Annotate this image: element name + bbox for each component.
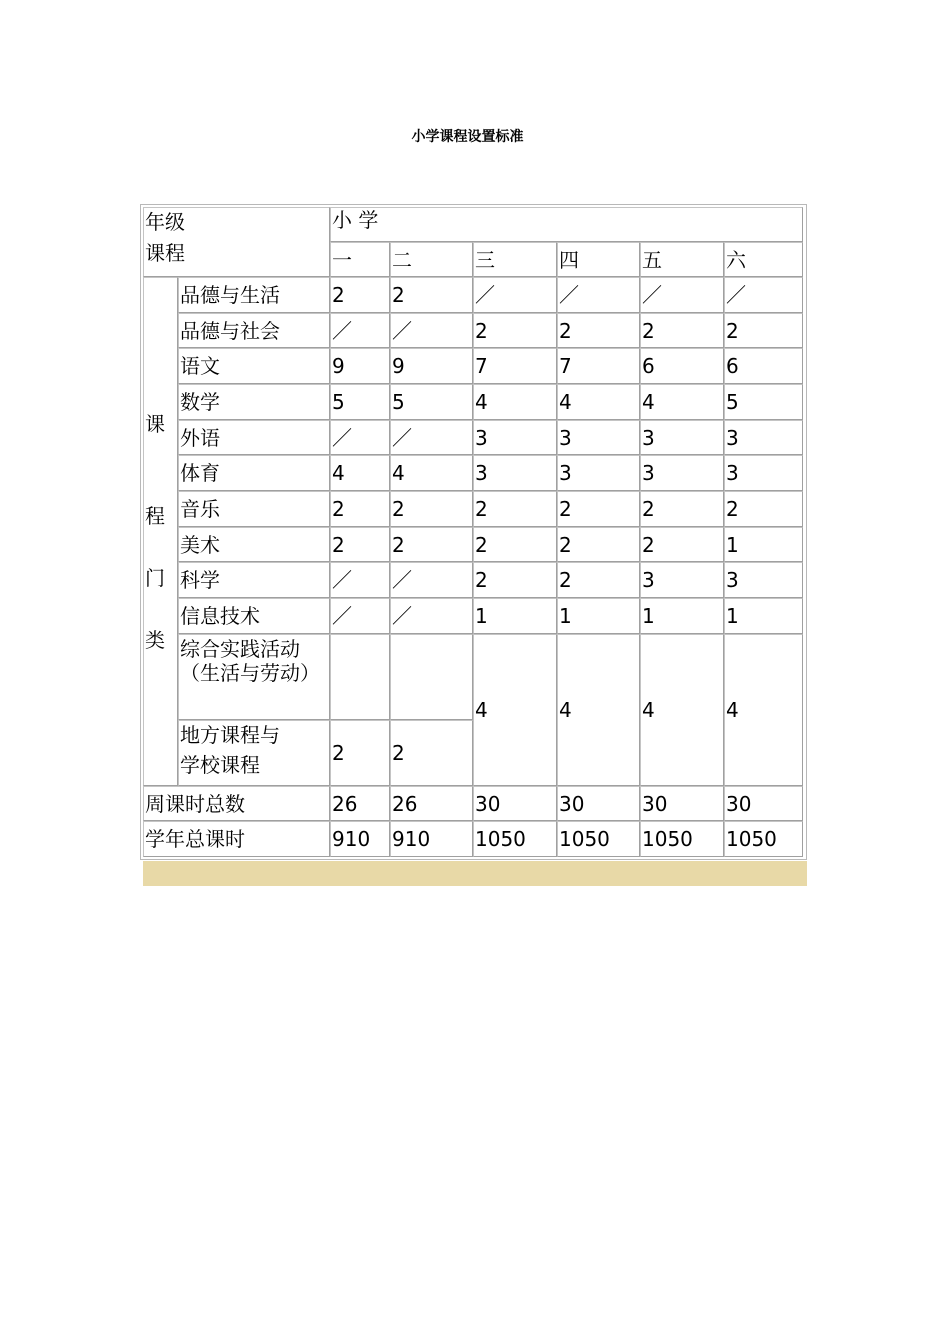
category-char: 类 (145, 627, 165, 652)
subject-hours: 1 (724, 598, 803, 634)
subject-hours: 3 (557, 455, 640, 491)
yearly-total-value: 910 (390, 821, 473, 857)
subject-hours: 4 (640, 384, 724, 420)
subject-hours: 3 (473, 420, 557, 455)
header-grade: 二 (390, 242, 473, 277)
subject-hours: 2 (473, 491, 557, 527)
subject-hours: 2 (724, 491, 803, 527)
header-grade: 六 (724, 242, 803, 277)
subject-hours: 3 (640, 420, 724, 455)
subject-hours: 1 (640, 598, 724, 634)
subject-hours: 2 (640, 491, 724, 527)
subject-hours: 3 (724, 455, 803, 491)
subject-name: 美术 (178, 527, 330, 562)
subject-hours: 4 (390, 455, 473, 491)
subject-hours: 1 (724, 527, 803, 562)
subject-hours: 4 (557, 384, 640, 420)
subject-hours: 2 (330, 491, 390, 527)
subject-name: 数学 (178, 384, 330, 420)
subject-hours: ／ (640, 277, 724, 313)
weekly-total-value: 30 (640, 786, 724, 821)
subject-hours: 2 (473, 562, 557, 598)
header-grade-label: 年级 (145, 210, 185, 234)
category-char: 课 (145, 411, 165, 436)
practice-local-merged-hours: 4 (557, 634, 640, 786)
subject-name: 科学 (178, 562, 330, 598)
subject-hours: 1 (473, 598, 557, 634)
header-grade: 三 (473, 242, 557, 277)
subject-hours: 5 (390, 384, 473, 420)
subject-hours: 2 (557, 491, 640, 527)
weekly-total-label: 周课时总数 (143, 786, 330, 821)
subject-hours: 9 (330, 348, 390, 384)
subject-hours: 3 (640, 562, 724, 598)
subject-hours: 7 (473, 348, 557, 384)
subject-hours: 2 (473, 527, 557, 562)
subject-name: 信息技术 (178, 598, 330, 634)
subject-hours: ／ (390, 313, 473, 348)
subject-hours: 2 (330, 277, 390, 313)
subject-hours: 2 (640, 527, 724, 562)
local-course-line2: 学校课程 (180, 753, 260, 777)
subject-hours: 1 (557, 598, 640, 634)
subject-hours: ／ (473, 277, 557, 313)
subject-hours: ／ (330, 562, 390, 598)
header-grade: 一 (330, 242, 390, 277)
local-course-hours: 2 (330, 720, 390, 786)
yearly-total-label: 学年总课时 (143, 821, 330, 857)
local-course-name (178, 720, 330, 786)
subject-hours: 3 (640, 455, 724, 491)
weekly-total-value: 30 (473, 786, 557, 821)
practice-name: 综合实践活动（生活与劳动） (178, 634, 330, 720)
practice-local-merged-hours: 4 (473, 634, 557, 786)
table-footer-bar (143, 861, 807, 886)
weekly-total-value: 30 (724, 786, 803, 821)
header-corner (143, 207, 330, 277)
yearly-total-value: 1050 (557, 821, 640, 857)
category-label (143, 277, 178, 786)
subject-hours: ／ (330, 598, 390, 634)
subject-name: 音乐 (178, 491, 330, 527)
subject-hours: ／ (330, 313, 390, 348)
document-title: 小学课程设置标准 (411, 129, 524, 145)
yearly-total-value: 1050 (473, 821, 557, 857)
subject-hours: ／ (390, 562, 473, 598)
practice-hours (390, 634, 473, 720)
subject-hours: ／ (557, 277, 640, 313)
subject-name: 体育 (178, 455, 330, 491)
subject-name: 外语 (178, 420, 330, 455)
subject-hours: ／ (724, 277, 803, 313)
subject-name: 品德与生活 (178, 277, 330, 313)
header-level: 小 学 (330, 207, 803, 242)
local-course-line1: 地方课程与 (180, 723, 280, 747)
subject-hours: 3 (557, 420, 640, 455)
subject-hours: 3 (473, 455, 557, 491)
subject-hours: 9 (390, 348, 473, 384)
weekly-total-value: 30 (557, 786, 640, 821)
subject-hours: 6 (724, 348, 803, 384)
subject-hours: ／ (330, 420, 390, 455)
subject-hours: 2 (330, 527, 390, 562)
local-course-hours: 2 (390, 720, 473, 786)
subject-hours: 4 (330, 455, 390, 491)
subject-hours: 2 (724, 313, 803, 348)
subject-hours: ／ (390, 598, 473, 634)
subject-hours: 2 (390, 491, 473, 527)
subject-hours: 2 (390, 527, 473, 562)
subject-name: 品德与社会 (178, 313, 330, 348)
subject-hours: 2 (640, 313, 724, 348)
header-grade: 五 (640, 242, 724, 277)
practice-local-merged-hours: 4 (724, 634, 803, 786)
subject-hours: ／ (390, 420, 473, 455)
category-char: 程 (145, 503, 165, 528)
yearly-total-value: 1050 (724, 821, 803, 857)
subject-hours: 3 (724, 562, 803, 598)
practice-hours (330, 634, 390, 720)
weekly-total-value: 26 (330, 786, 390, 821)
weekly-total-value: 26 (390, 786, 473, 821)
subject-hours: 7 (557, 348, 640, 384)
subject-hours: 2 (390, 277, 473, 313)
category-char: 门 (145, 565, 165, 590)
header-course-label: 课程 (145, 241, 185, 265)
header-grade: 四 (557, 242, 640, 277)
subject-hours: 4 (473, 384, 557, 420)
yearly-total-value: 1050 (640, 821, 724, 857)
subject-hours: 2 (557, 313, 640, 348)
practice-local-merged-hours: 4 (640, 634, 724, 786)
subject-hours: 6 (640, 348, 724, 384)
subject-hours: 5 (724, 384, 803, 420)
subject-hours: 5 (330, 384, 390, 420)
yearly-total-value: 910 (330, 821, 390, 857)
subject-hours: 2 (557, 527, 640, 562)
subject-hours: 2 (557, 562, 640, 598)
subject-hours: 2 (473, 313, 557, 348)
subject-hours: 3 (724, 420, 803, 455)
subject-name: 语文 (178, 348, 330, 384)
